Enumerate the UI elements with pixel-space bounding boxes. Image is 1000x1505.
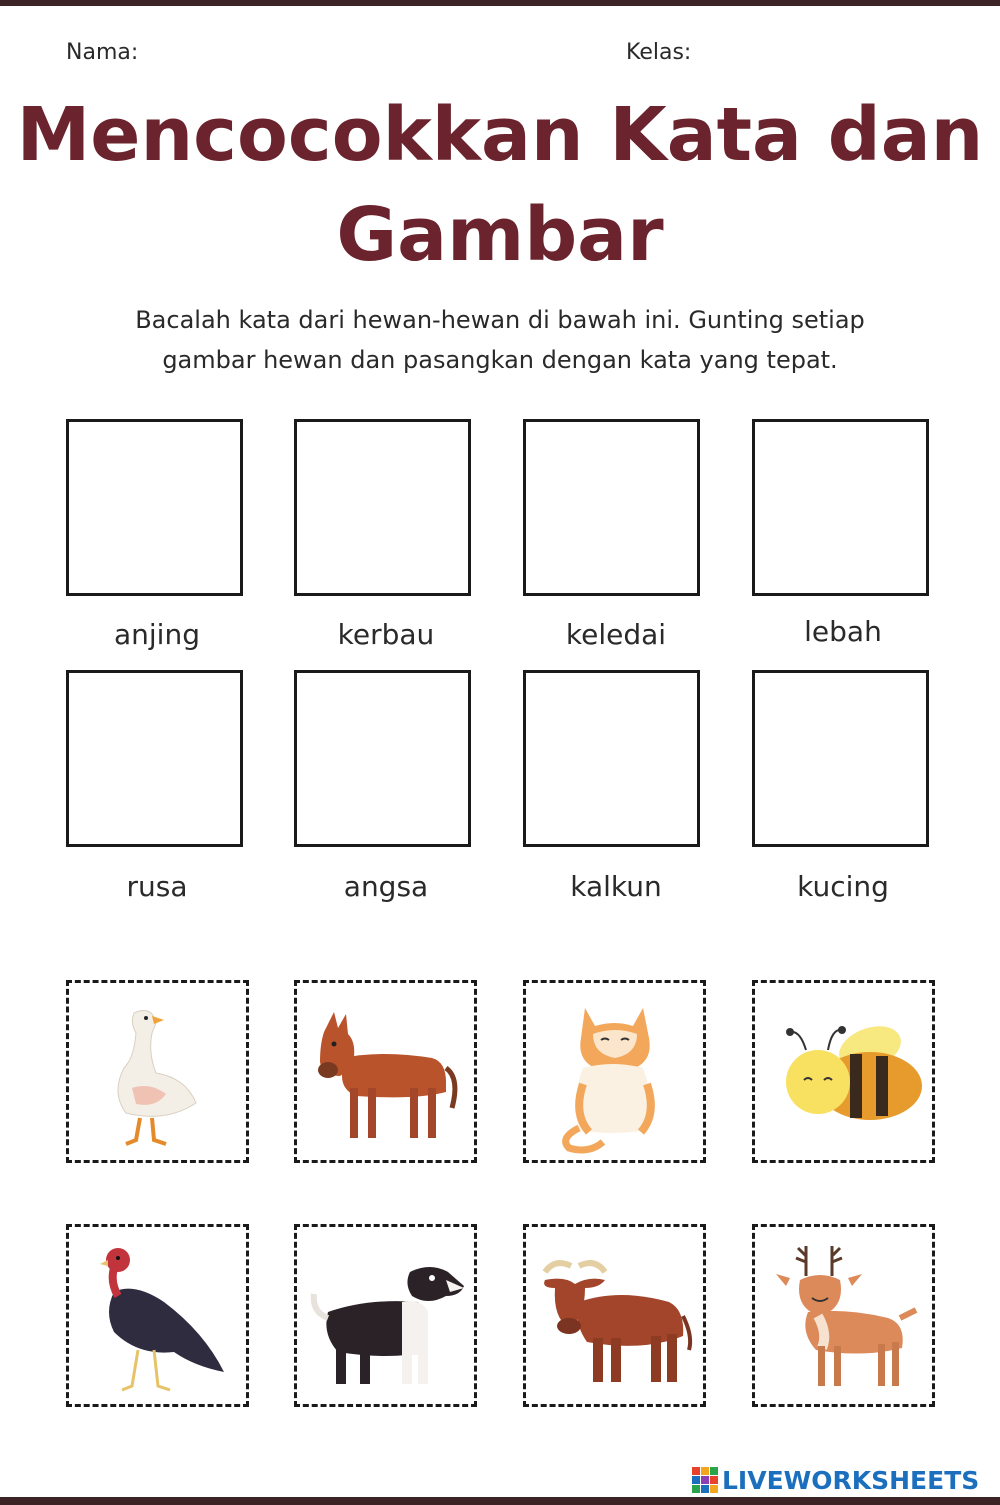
dog-icon [302,1232,469,1399]
bottom-frame-bar [0,1497,1000,1505]
word-label-kalkun: kalkun [570,870,662,903]
drop-box-angsa[interactable] [294,670,471,847]
drop-box-kucing[interactable] [752,670,929,847]
word-label-kucing: kucing [797,870,889,903]
class-label: Kelas: [626,40,692,65]
picture-card-bee[interactable] [752,980,935,1163]
page-title-line-1: Mencocokkan Kata dan [16,92,984,178]
drop-box-anjing[interactable] [66,419,243,596]
goose-icon [74,988,241,1155]
picture-card-dog[interactable] [294,1224,477,1407]
word-label-angsa: angsa [343,870,429,903]
liveworksheets-logo [692,1464,979,1496]
name-label: Nama: [66,40,139,65]
word-label-anjing: anjing [114,618,200,651]
picture-card-cat[interactable] [523,980,706,1163]
liveworksheets-logo-icon [692,1467,718,1493]
word-label-lebah: lebah [804,615,882,648]
instructions-line-1: Bacalah kata dari hewan-hewan di bawah ini. Gunting setiap [135,306,865,334]
drop-box-rusa[interactable] [66,670,243,847]
donkey-icon [302,988,469,1155]
top-frame-bar [0,0,1000,6]
picture-card-donkey[interactable] [294,980,477,1163]
picture-card-goose[interactable] [66,980,249,1163]
drop-box-kerbau[interactable] [294,419,471,596]
bee-icon [760,988,927,1155]
word-label-rusa: rusa [126,870,188,903]
drop-box-lebah[interactable] [752,419,929,596]
drop-box-keledai[interactable] [523,419,700,596]
instructions-line-2: gambar hewan dan pasangkan dengan kata yang tepat. [162,346,838,374]
page-title-line-2: Gambar [336,192,664,278]
word-label-keledai: keledai [565,618,667,651]
drop-box-kalkun[interactable] [523,670,700,847]
cat-icon [531,988,698,1155]
picture-card-buffalo[interactable] [523,1224,706,1407]
picture-card-deer[interactable] [752,1224,935,1407]
word-label-kerbau: kerbau [337,618,435,651]
picture-card-turkey[interactable] [66,1224,249,1407]
buffalo-icon [531,1232,698,1399]
turkey-icon [74,1232,241,1399]
liveworksheets-brand-text: LIVEWORKSHEETS [722,1465,980,1495]
deer-icon [760,1232,927,1399]
